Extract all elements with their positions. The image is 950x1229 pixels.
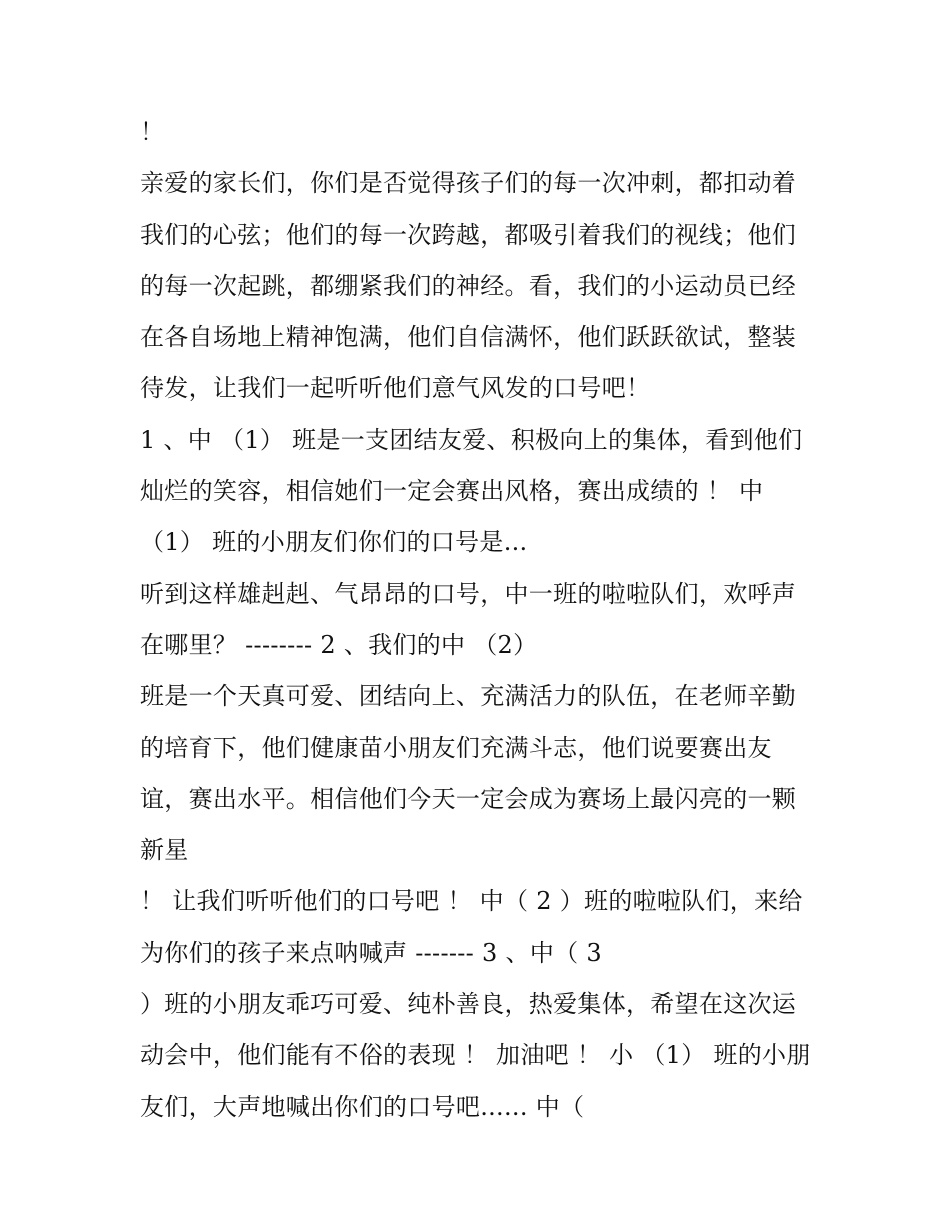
text-line: 亲爱的家长们，你们是否觉得孩子们的每一次冲刺，都扣动着 bbox=[140, 169, 797, 198]
text-line: 1 、中 （1） 班是一支团结友爱、积极向上的集体，看到他们 bbox=[140, 425, 803, 454]
text-line: ！ 让我们听听他们的口号吧 ！ 中（ 2 ）班的啦啦队们，来给 bbox=[140, 887, 803, 916]
text-line: （1） 班的小朋友们你们的口号是... bbox=[140, 528, 528, 557]
text-line: 我们的心弦；他们的每一次跨越，都吸引着我们的视线；他们 bbox=[140, 220, 797, 249]
text-line: ！ bbox=[140, 118, 165, 146]
text-line: 班是一个天真可爱、团结向上、充满活力的队伍，在老师辛勤 bbox=[140, 682, 797, 711]
text-line: 的培育下，他们健康苗小朋友们充满斗志，他们说要赛出友 bbox=[140, 733, 772, 762]
text-line: 在哪里？ -------- 2 、我们的中 （2） bbox=[140, 630, 538, 659]
text-line: 友们，大声地喊出你们的口号吧...... 中（ bbox=[140, 1092, 585, 1121]
text-line: ）班的小朋友乖巧可爱、纯朴善良，热爱集体，希望在这次运 bbox=[140, 990, 797, 1019]
text-line: 动会中，他们能有不俗的表现 ！ 加油吧 ！ 小 （1） 班的小朋 bbox=[140, 1041, 811, 1070]
text-line: 待发，让我们一起听听他们意气风发的口号吧！ bbox=[140, 374, 651, 403]
text-line: 新星 bbox=[140, 836, 189, 865]
text-line: 的每一次起跳，都绷紧我们的神经。看，我们的小运动员已经 bbox=[140, 271, 797, 300]
text-line: 谊，赛出水平。相信他们今天一定会成为赛场上最闪亮的一颗 bbox=[140, 784, 797, 813]
document-body bbox=[140, 107, 830, 1133]
text-line: 为你们的孩子来点呐喊声 ------- 3 、中（ 3 bbox=[140, 938, 602, 967]
text-line: 灿烂的笑容，相信她们一定会赛出风格，赛出成绩的 ！ 中 bbox=[140, 477, 764, 506]
text-line: 听到这样雄赳赳、气昂昂的口号，中一班的啦啦队们，欢呼声 bbox=[140, 579, 797, 608]
text-line: 在各自场地上精神饱满，他们自信满怀，他们跃跃欲试，整装 bbox=[140, 323, 797, 352]
